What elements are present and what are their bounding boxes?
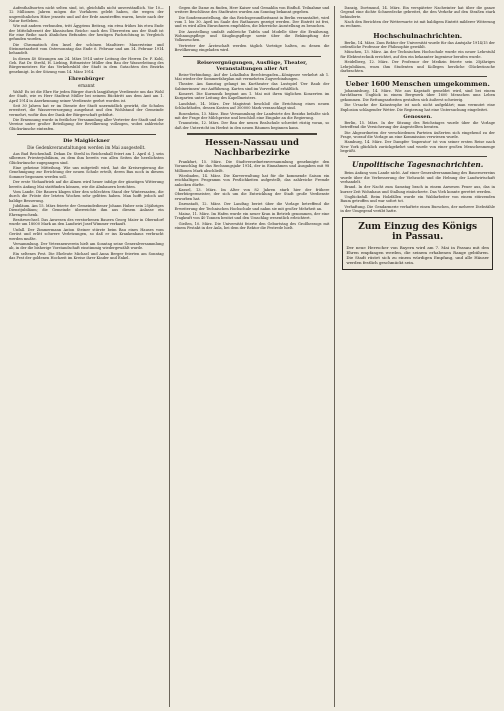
article-text: Berlin, 15. März. In der Sitzung des Reichstages wurde über die Vorlage betreffend die Versicherung der Angestellten beraten. bbox=[340, 120, 496, 130]
article-text: Frankfurt, 15. März. Die Stadtverordnetenversammlung genehmigte den Voranschlag für das Rechnungsjahr 1914, der in Einnahmen und Ausgaben mit 98 Millionen Mark abschließt. bbox=[174, 160, 330, 173]
article-text: Danzig, Dortmund, 14. März. Ein verspäteter Nachwinter hat über die ganze Gegend eine dichte Schneedecke gebreitet, die den Verkehr auf den Straßen stark behinderte. bbox=[340, 6, 496, 19]
article-text: Kassel, 13. März. Im Alter von 82 Jahren starb hier der frühere Oberbürgermeister, der sich um die Entwicklung der Stadt große Verdienste erworben hat. bbox=[174, 188, 330, 201]
column-3 bbox=[335, 6, 500, 707]
article-text: Hamburg, 14. März. Der Dampfer 'Imperator' ist von seiner ersten Reise nach New York glücklich zurückgekehrt und wurde von einer großen Menschenmenge begrüßt. bbox=[340, 140, 496, 153]
article-text: Seit 30 Jahren hat er im Dienste der Stadt unermüdlich gewirkt, die Schulen erweitert, die Wasserversorgung ausgebaut und den Wohlstand der Gemeinde vermehrt, wofür ihm der Dank der Bürgerschaft gebührt. bbox=[9, 104, 164, 117]
article-text: Wahl! Es ist die Ehre für jeden Bürger durch langjährige Verdienste um das Wohl der Stadt, wie es Herr Stadtrat Müller bei seinem Rücktritt aus dem Amt am 1. April 1914 in Anerkennung seiner Verdienste geehrt worden ist. bbox=[9, 90, 164, 103]
article-text: Wiesbaden, 14. März. Die Kurverwaltung hat für die kommende Saison ein reichhaltiges Programm von Festlichkeiten aufgestellt, das zahlreiche Fremde anlocken dürfte. bbox=[174, 174, 330, 187]
article-text: Die Chromatisch den Insel der schönen Maultiere: Mauersteine und Steinmetzarbeit vom Ostersonntag das Ende 6. Februar und am 14. Februar 1914 behandelt. bbox=[9, 42, 164, 56]
column-2 bbox=[170, 6, 336, 707]
article-text: Konzert. Die Kurmusik beginnt am 1. Mai mit ihren täglichen Konzerten im Kurgarten unter Leitung des Kapellmeisters. bbox=[174, 92, 330, 101]
article-text: In diesen 40 Sitzungen am 24. März 1914 unter Leitung der Herren Dr. F. Kohl, Geh. Rat Dr. Strehl, H. Liebing, Rittmeister Müller den Bau der Wasserleitung des Bürgermeisters für das Verkehrsbild der Stadt in dem Gutachten des Bezirks genehmigt. In der Sitzung vom 14. März 1914. bbox=[9, 56, 164, 74]
section-heading: Ueber 1600 Menschen umgekommen. bbox=[345, 80, 490, 89]
article-text: Nach den Berichten der Wetterwarte ist mit baldigem Eintritt milderer Witterung zu rechnen. bbox=[340, 20, 496, 29]
article-text: Darmstadt, 12. März. Der Landtag beriet über die Vorlage betreffend die Erweiterung der Technischen Hochschule und nahm sie mit großer Mehrheit an. bbox=[174, 202, 330, 211]
columns bbox=[4, 6, 500, 707]
article-text: Unglücksfall. Beim Holzfällen wurde ein Waldarbeiter von einem stürzenden Baum getroffen und war sofort tot. bbox=[340, 195, 496, 204]
article-text: Traunstein, 12. März. Der Bau der neuen Realschule schreitet rüstig voran, so daß der Unterricht im Herbst in den neuen Räumen beginnen kann. bbox=[174, 121, 330, 130]
article-text: Rosenheim, 13. März. Eine Versammlung der Landwirte des Bezirks befaßte sich mit der Frage der Milchpreise und beschloß eine Eingabe an die Regierung. bbox=[174, 111, 330, 120]
double-divider bbox=[187, 133, 318, 135]
feature-title-line2: in Passau. bbox=[392, 232, 444, 243]
section-heading-large: Hessen-Nassau und Nachbarbezirke bbox=[205, 138, 299, 159]
article-text: Verhaftung. Die Gendarmerie verhaftete einen Burschen, der mehrere Diebstähle in der Umgegend verübt hatte. bbox=[340, 204, 496, 214]
section-subheading: Die Gedenkveranstaltungen werden im Mai ausgestellt. bbox=[27, 145, 146, 151]
article-text: Aus Bad Reichenhall. Dekan Dr. Strehl in Reichenhall feiert am 1. April d. J. sein silbernes Priesterjubiläum, zu dem ihm bereits von allen Seiten die herzlichsten Glückwünsche zugegangen sind. bbox=[9, 152, 164, 165]
article-text: Die Ursache der Katastrophe ist noch nicht aufgeklärt; man vermutet eine Explosion schlagender Wetter. Die Regierung hat eine Untersuchung eingeleitet. bbox=[340, 103, 496, 112]
article-text: Die Sonderausstellung, die das Reichsgesundheitsamt in Berlin veranstaltet, wird vom 1. bis 30. April im Saale des Rathauses gezeigt werden. Der Eintritt ist frei, und es wird allen Einwohnern empfohlen, die lehrreiche Ausstellung zu besuchen. bbox=[174, 15, 330, 29]
feature-box bbox=[342, 217, 493, 270]
article-text: Vom Lande. Die Bauern klagen über den schlechten Stand der Wintersaaten, die durch die Fröste der letzten Wochen sehr gelitten haben. Man hofft jedoch auf baldige Besserung. bbox=[9, 190, 164, 203]
article-text: Die Abgeordneten der verschiedenen Parteien äußerten sich eingehend zu der Frage, worauf die Vorlage an eine Kommission verwiesen wurde. bbox=[340, 130, 496, 139]
section-heading: Hochschulnachrichten. bbox=[373, 31, 463, 40]
article-text: Mainz, 11. März. Im Hafen wurde ein neuer Kran in Betrieb genommen, der eine Tragkraft von 40 Tonnen besitzt und den Umschlag wesentlich erleichtert. bbox=[174, 212, 330, 221]
divider bbox=[348, 76, 487, 77]
article-text: Jubiläum. Am 15. März feierte der Gemeindediener Johann Huber sein 25jähriges Dienstjubiläum; die Gemeinde überreichte ihm aus diesem Anlasse ein Ehrengeschenk. bbox=[9, 204, 164, 217]
divider bbox=[183, 56, 322, 57]
article-text: Heidelberg, 12. März. Der Professor der Medizin feierte sein 25jähriges Lehrjubiläum, wozu ihm Studenten und Kollegen herzliche Glückwünsche darbrachten. bbox=[340, 60, 496, 73]
article-text: Die Ausstellung umfaßt zahlreiche Tafeln und Modelle über die Ernährung, Wohnungspflege und Säuglingspflege sowie über die Bekämpfung der Volksseuchen. bbox=[174, 29, 330, 43]
feature-title: Zum Einzug des Königs bbox=[358, 222, 478, 233]
section-heading-italic: Unpolitische Tagesnachrichten. bbox=[352, 160, 484, 170]
article-text: Der erste Viehauftrieb auf die Almen wird heuer infolge der günstigen Witterung bereits Anfang Mai stattfinden können, wie die Almbauern berichten. bbox=[9, 180, 164, 189]
section-heading: Ehrenbürger bbox=[68, 76, 105, 83]
article-text: Gießen, 10. März. Die Universität feierte den Geburtstag des Großherzogs mit einem Festakt in der Aula, bei dem der Rektor die Festrede hielt. bbox=[174, 221, 330, 231]
article-text: Wie mit andern verbunden, tritt Ägyptens Beitrag, ein etwa frühes bis etwa Ende der Mittelalterzeit der klassischen Reiche: nach den Überresten aus der Stadt ist für eine Reihe nach ähnlichen Befunden der heutigen Fachrichtung in Vergleich gefunden worden. bbox=[9, 24, 164, 42]
section-heading: Reisevergnügungen, Ausflüge, Theater, Veranstaltungen aller Art bbox=[196, 59, 308, 72]
article-text: Eine geheime Mitteilung. Wie uns mitgeteilt wird, hat die Kreisregierung die Genehmigung zur Errichtung der neuen Schule erteilt, deren Bau noch in diesem Sommer begonnen werden soll. bbox=[9, 166, 164, 179]
article-text: Aufenthaltsorten nicht selten sind, ist, gleichfalls nicht unverständlich. Vor 10—12 Millionen Jahren mögen die Vorfahren gelebt haben, die wegen der ungewöhnlichen Hitze jenseits und auf der Erde anzutreffen waren, heute nach der Natur fortleben. bbox=[9, 6, 164, 23]
article-text: Brand. In der Nacht zum Samstag brach in einem Anwesen Feuer aus, das in kurzer Zeit Wohnhaus und Stallung einäscherte. Das Vieh konnte gerettet werden. bbox=[340, 185, 496, 194]
section-heading: Die Maiglöckner bbox=[63, 138, 110, 145]
divider bbox=[17, 134, 156, 135]
article-text: Versammlung. Der Veteranenverein hielt am Sonntag seine Generalversammlung ab, in der die bisherige Vorstandschaft einstimmig wiedergewählt wurde. bbox=[9, 242, 164, 251]
article-text: Theater. Am Samstag gelangt im Kurtheater das Lustspiel 'Der Raub der Sabinerinnen' zur Aufführung. Karten sind im Vorverkauf erhältlich. bbox=[174, 82, 330, 91]
article-text: Berlin, 14. März. Zum Rektor der Universität wurde für das Amtsjahr 1914/15 der ordentliche Professor der Philosophie gewählt. bbox=[340, 40, 496, 49]
article-text: München, 13. März. An der Technischen Hochschule wurde ein neuer Lehrstuhl für Elektrotechnik errichtet, auf den ein bekannter Ingenieur berufen wurde. bbox=[340, 50, 496, 59]
article-text: Gegen die Dame zu finden, Herr Kaiser und Gemahlin von Einfluß. Teilnahme und weitere Beschlüsse des Stadtrates wurden am Sonntag bekannt gegeben. bbox=[174, 6, 330, 15]
article-text: Beim Anfang vom Lande nicht. Auf einer Generalversammlung des Bauernvereins wurde über die Verbesserung der Viehzucht und die Hebung der Landwirtschaft verhandelt. bbox=[340, 171, 496, 184]
article-text: Unfall. Der Zimmermann Anton Steiner stürzte beim Bau eines Hauses vom Gerüst und erlitt schwere Verletzungen, so daß er ins Krankenhaus verbracht werden mußte. bbox=[9, 227, 164, 241]
feature-text: Der neue Herrscher von Bayern wird am 7. Mai in Passau mit den Ehren empfangen werden, die seinem erhabenen Range gebühren. Die Stadt rüstet sich zu einem würdigen Empfang, und alle Häuser werden festlich geschmückt sein. bbox=[346, 245, 490, 266]
article-text: Landshut, 14. März. Der Magistrat beschloß die Errichtung eines neuen Schlachthofes, dessen Kosten auf 300000 Mark veranschlagt sind. bbox=[174, 101, 330, 111]
divider bbox=[348, 156, 487, 157]
article-text: Reise-Verbindung. Auf der Lokalbahn Berchtesgaden—Königssee verkehrt ab 1. Mai wieder der Sommerfahrplan mit vermehrten Zugverbindungen. bbox=[174, 72, 330, 81]
section-heading: Genossen. bbox=[403, 113, 432, 120]
article-text: Johannisburg, 14. März. Wie aus Kapstadt gemeldet wird, sind bei einem furchtbaren Unglück in einem Bergwerk über 1600 Menschen ums Leben gekommen. Die Rettungsarbeiten gestalten sich äußerst schwierig. bbox=[340, 89, 496, 102]
article-text: Die Ernennung wurde in festlicher Versammlung aller Vertreter der Stadt und der Vereine unter großer Beteiligung der Bevölkerung vollzogen, wobei zahlreiche Glückwünsche eintrafen. bbox=[9, 118, 164, 131]
article-text: Ein seltenes Fest. Die Eheleute Michael und Anna Berger feierten am Sonntag das Fest der goldenen Hochzeit im Kreise ihrer Kinder und Enkel. bbox=[9, 251, 164, 261]
article-text: Besitzwechsel. Das Anwesen des verstorbenen Bauern Georg Maier in Oberndorf wurde um 18000 Mark an den Landwirt Josef Wimmer verkauft. bbox=[9, 218, 164, 227]
section-subheading: ernannt bbox=[77, 83, 95, 89]
column-1 bbox=[4, 6, 170, 707]
article-text: Vertreter der Ärzteschaft werden täglich Vorträge halten, zu denen die Bevölkerung eingeladen wird. bbox=[174, 43, 330, 53]
